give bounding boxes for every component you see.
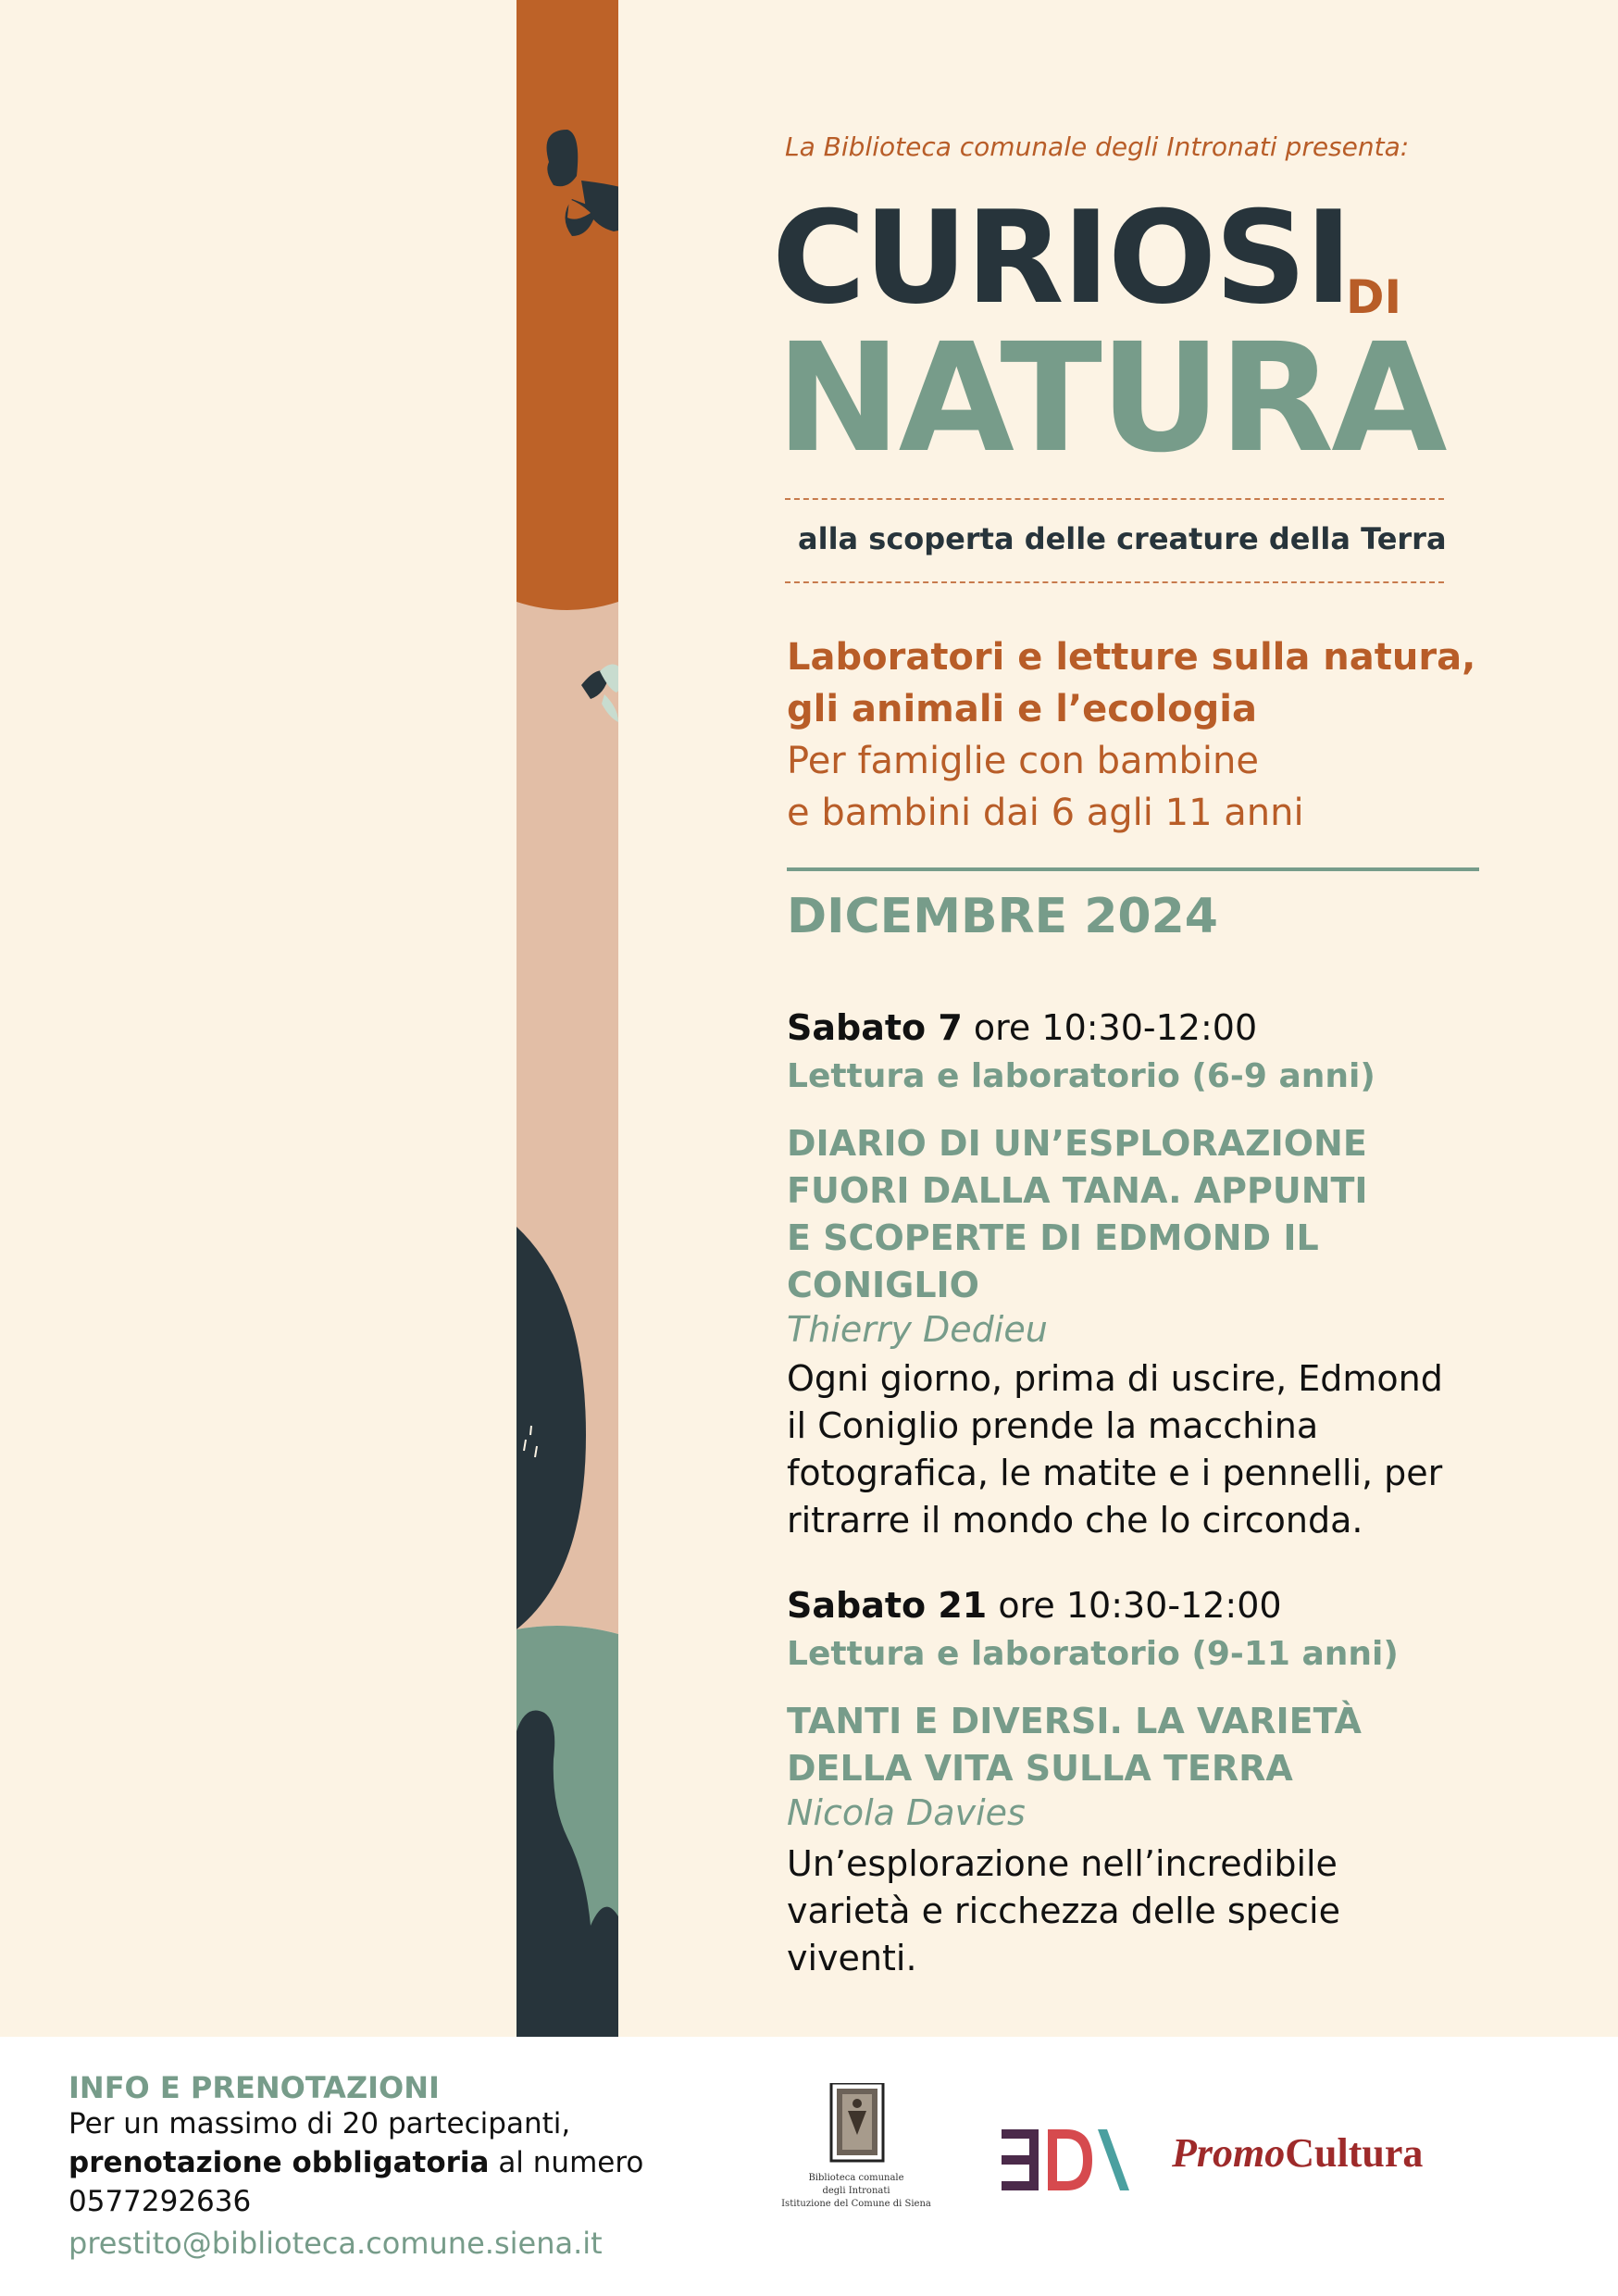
event-1-desc-line: ritrarre il mondo che lo circonda.	[787, 1500, 1363, 1541]
event-2-day: Sabato 21	[787, 1585, 988, 1626]
info-line-2-rest: al numero	[498, 2146, 644, 2179]
info-title: INFO E PRENOTAZIONI	[68, 2070, 440, 2105]
event-2-type: Lettura e laboratorio (9-11 anni)	[787, 1635, 1399, 1673]
presenter-line: La Biblioteca comunale degli Intronati presenta:	[785, 131, 1410, 162]
event-1-time: ore 10:30-12:00	[973, 1007, 1258, 1048]
event-1-title	[787, 1120, 1453, 1309]
phone-number[interactable]: 0577292636	[68, 2185, 252, 2218]
event-2-description	[787, 1841, 1481, 1982]
title-di: DI	[1346, 270, 1402, 324]
subtitle: alla scoperta delle creature della Terra	[798, 521, 1447, 556]
event-1-date	[787, 1007, 1257, 1048]
promo-part-2: Cultura	[1285, 2130, 1424, 2176]
eda-logo	[1002, 2128, 1131, 2192]
library-logo-line-3: Istituzione del Comune di Siena	[781, 2199, 931, 2209]
event-2-time: ore 10:30-12:00	[998, 1585, 1282, 1626]
event-2-desc-line: Un’esplorazione nell’incredibile	[787, 1843, 1338, 1884]
event-2-desc-line: viventi.	[787, 1938, 917, 1978]
promocultura-logo	[1172, 2129, 1423, 2177]
illustration-column	[517, 0, 618, 2037]
orange-band	[517, 0, 618, 611]
month-heading: DICEMBRE 2024	[787, 889, 1218, 944]
library-logo-line-2: degli Intronati	[822, 2186, 890, 2196]
intro-line-2: gli animali e l’ecologia	[787, 688, 1257, 730]
info-line-1: Per un massimo di 20 partecipanti,	[68, 2107, 571, 2140]
event-2-title	[787, 1698, 1453, 1792]
title-curiosi: CURIOSI	[772, 183, 1350, 332]
event-1-type: Lettura e laboratorio (6-9 anni)	[787, 1057, 1375, 1095]
event-2-author: Nicola Davies	[787, 1792, 1026, 1833]
event-1-title-line: DIARIO DI UN’ESPLORAZIONE	[787, 1123, 1367, 1164]
intro-audience	[787, 735, 1304, 839]
library-logo-line-1: Biblioteca comunale	[808, 2173, 904, 2183]
event-1-desc-line: il Coniglio prende la macchina	[787, 1405, 1319, 1446]
title-natura: NATURA	[776, 312, 1445, 486]
event-1-desc-line: fotografica, le matite e i pennelli, per	[787, 1453, 1443, 1493]
event-1-desc-line: Ogni giorno, prima di uscire, Edmond	[787, 1358, 1443, 1399]
intro-line-3: Per famiglie con bambine	[787, 740, 1259, 782]
dashed-divider-bottom	[785, 581, 1444, 583]
event-1-day: Sabato 7	[787, 1007, 963, 1048]
intro-line-4: e bambini dai 6 agli 11 anni	[787, 792, 1304, 834]
info-line-2	[68, 2146, 643, 2179]
month-divider	[787, 867, 1479, 871]
intro-bold	[787, 631, 1475, 735]
intro-line-1: Laboratori e letture sulla natura,	[787, 636, 1476, 679]
info-booking-required: prenotazione obbligatoria	[68, 2146, 490, 2179]
event-1-title-line: FUORI DALLA TANA. APPUNTI	[787, 1170, 1368, 1211]
email-link[interactable]: prestito@biblioteca.comune.siena.it	[68, 2226, 603, 2261]
promo-part-1: Promo	[1172, 2130, 1286, 2176]
event-1-description	[787, 1355, 1481, 1544]
event-1-title-line: CONIGLIO	[787, 1265, 979, 1305]
event-2-desc-line: varietà e ricchezza delle specie	[787, 1890, 1340, 1931]
event-2-title-line: DELLA VITA SULLA TERRA	[787, 1748, 1293, 1789]
event-1-title-line: E SCOPERTE DI EDMOND IL	[787, 1217, 1319, 1258]
event-2-date	[787, 1585, 1282, 1626]
event-2-title-line: TANTI E DIVERSI. LA VARIETÀ	[787, 1701, 1362, 1741]
dashed-divider-top	[785, 498, 1444, 500]
event-1-author: Thierry Dedieu	[787, 1309, 1048, 1350]
